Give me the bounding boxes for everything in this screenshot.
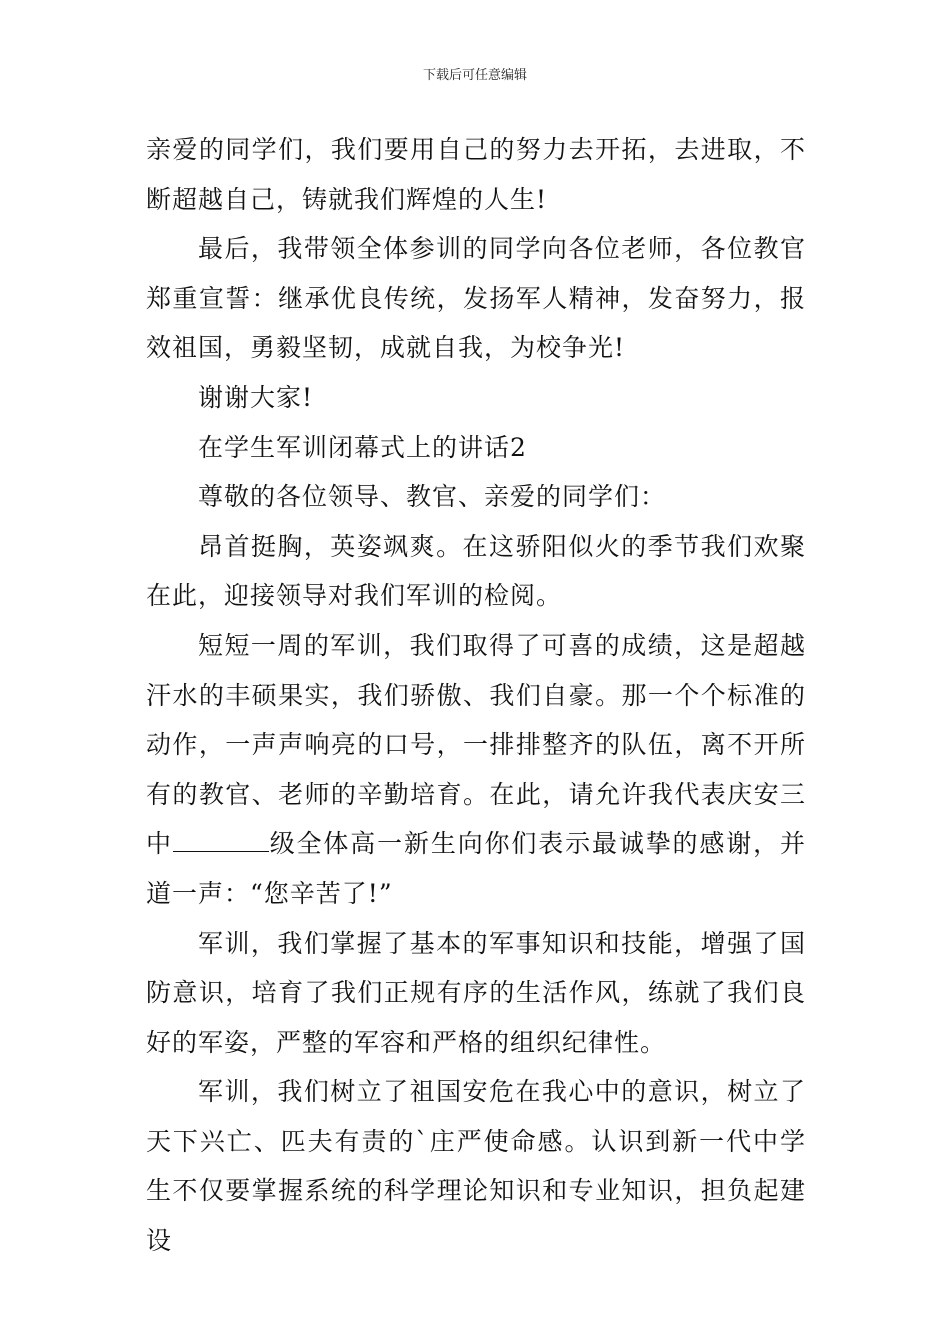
document-body <box>146 125 806 1266</box>
paragraph: 最后，我带领全体参训的同学向各位老师，各位教官郑重宣誓：继承优良传统，发扬军人精神，发奋努力，报效祖国，勇毅坚韧，成就自我，为校争光! <box>146 234 806 363</box>
paragraph: 军训，我们掌握了基本的军事知识和技能，增强了国防意识，培育了我们正规有序的生活作风，练就了我们良好的军姿，严整的军容和严格的组织纪律性。 <box>146 928 806 1057</box>
paragraph: 亲爱的同学们，我们要用自己的努力去开拓，去进取，不断超越自己，铸就我们辉煌的人生! <box>146 135 806 214</box>
salutation: 尊敬的各位领导、教官、亲爱的同学们： <box>198 482 667 512</box>
paragraph-text: 级全体高一新生向你们表示最诚挚的感谢，并道一声：“您辛苦了!” <box>146 829 806 908</box>
section-title: 在学生军训闭幕式上的讲话2 <box>198 432 527 462</box>
paragraph: 昂首挺胸，英姿飒爽。在这骄阳似火的季节我们欢聚在此，迎接领导对我们军训的检阅。 <box>146 531 806 611</box>
fill-in-blank <box>173 821 269 852</box>
page-header: 下载后可任意编辑 <box>422 68 527 83</box>
paragraph <box>146 621 806 919</box>
paragraph: 谢谢大家! <box>198 382 314 412</box>
paragraph-text: 短短一周的军训，我们取得了可喜的成绩，这是超越汗水的丰硕果实，我们骄傲、我们自豪。那一个个标准的动作，一声声响亮的口号，一排排整齐的队伍，离不开所有的教官、老师的辛勤培育。在此，请允许我代表庆安三中 <box>146 630 806 859</box>
paragraph: 军训，我们树立了祖国安危在我心中的意识，树立了天下兴亡、匹夫有责的`庄严使命感。认识到新一代中学生不仅要掌握系统的科学理论知识和专业知识，担负起建设 <box>146 1077 806 1256</box>
